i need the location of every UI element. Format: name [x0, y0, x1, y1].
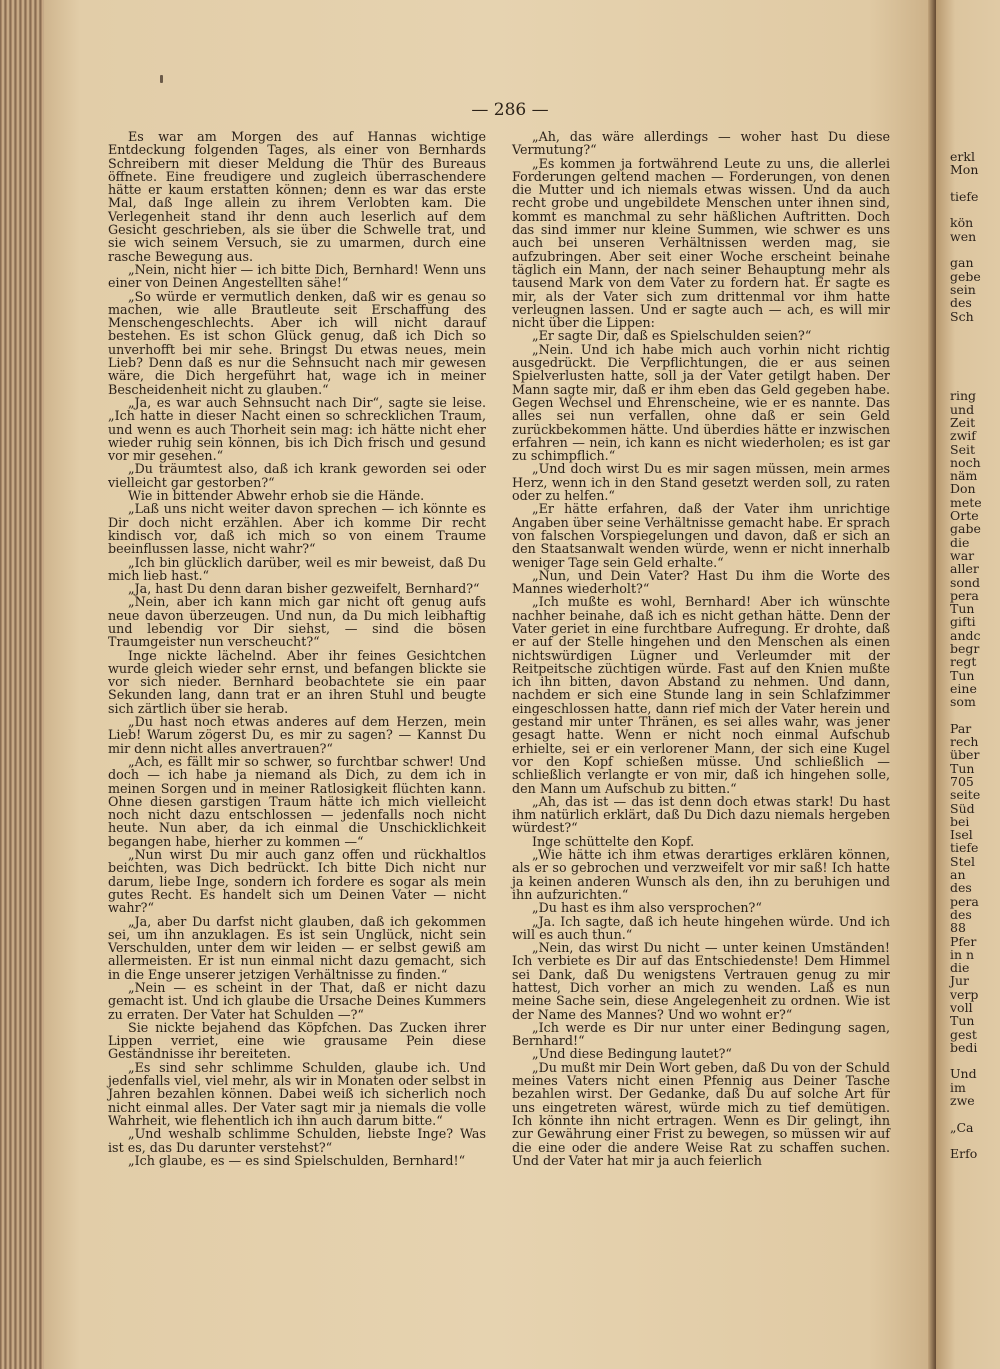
right-page-fragment: tiefe	[950, 188, 979, 204]
paragraph: „Laß uns nicht weiter davon sprechen — ich könnte es Dir doch nicht erzählen. Aber ich komme Dir recht kindisch vor, daß ich mich so von einem Traume beeinflussen lasse, nicht wahr?“	[108, 501, 486, 557]
right-page-fragment: erkl	[950, 149, 975, 164]
right-page-fragment	[950, 177, 1000, 190]
paragraph: „Nein, aber ich kann mich gar nicht oft genug aufs neue davon überzeugen. Und nun, da Du mich leibhaftig und lebendig vor Dir siehst, — sind die bösen Traumgeister nun verscheucht?“	[108, 594, 486, 650]
paragraph: „Und diese Bedingung lautet?“	[532, 1046, 732, 1062]
right-page-fragment: noch	[950, 454, 981, 470]
right-page-fragment: tiefe	[950, 840, 979, 856]
right-page-fragment: Isel	[950, 827, 973, 843]
right-page-fragment: regt	[950, 654, 977, 670]
right-page-fragment: Seit	[950, 441, 975, 457]
right-page-fragment: sond	[950, 574, 980, 590]
right-page-fragment: „Ca	[950, 1119, 974, 1135]
paragraph: „Du träumtest also, daß ich krank geworden sei oder vielleicht gar gestorben?“	[108, 461, 486, 490]
right-page-fragment: sein	[950, 281, 976, 297]
right-page-fragment: Tun	[950, 760, 975, 776]
paragraph: „Es kommen ja fortwährend Leute zu uns, die allerlei Forderungen geltend machen — Forderungen, von denen die Mutter und ich niemals etwas wissen. Und da auch recht grobe und ungebildete Menschen unter ihnen sind, kommt es manchmal zu sehr häßlichen Auftritten. Doch das sind immer nur kleine Summen, wie schwer es uns auch bei unseren Verhältnissen werden mag, sie aufzubringen. Aber seit einer Woche erscheint beinahe täglich ein Mann, der nach seiner Behauptung mehr als tausend Mark von dem Vater zu fordern hat. Er sagte es mir, als der Vater sich zum drittenmal vor ihm hatte verleugnen lassen. Und er sagte auch — ach, es will mir nicht über die Lippen:	[512, 155, 890, 331]
right-page-fragment: gabe	[950, 521, 981, 537]
right-page-fragment: Pfer	[950, 933, 977, 949]
paragraph: „Du mußt mir Dein Wort geben, daß Du von der Schuld meines Vaters nicht einen Pfennig aus Deiner Tasche bezahlen wirst. Der Gedanke, daß Du auf solche Art für uns eingetreten wärest, würde mich zu tief demütigen. Ich könnte ihn nicht ertragen. Wenn es Dir gelingt, ihn zur Gewährung einer Frist zu bewegen, so müssen wir auf die eine oder die andere Weise Rat zu schaffen suchen. Und der Vater hat mir ja auch feierlich	[512, 1059, 890, 1168]
right-page-fragment: Tun	[950, 1013, 975, 1029]
paragraph: „Wie hätte ich ihm etwas derartiges erklären können, als er so gebrochen und verzweifelt vor mir saß! Ich hatte ja keinen anderen Wunsch als den, ihn zu beruhigen und ihn aufzurichten.“	[512, 847, 890, 902]
paragraph: „Nein, das wirst Du nicht — unter keinen Umständen! Ich verbiete es Dir auf das Entschiedenste! Dem Himmel sei Dank, daß Du wenigstens Vertrauen genug zu mir hattest, Dich vorher an mich zu wenden. Laß es nun meine Sache sein, diese Angelegenheit zu ordnen. Wie ist der Name des Mannes? Und wo wohnt er?“	[512, 940, 890, 1022]
paragraph: „Ja, hast Du denn daran bisher gezweifelt, Bernhard?“	[128, 581, 480, 597]
right-page-fragment: des	[950, 906, 972, 922]
right-page-fragment: seite	[950, 787, 981, 803]
paragraph: „Ah, das ist — das ist denn doch etwas stark! Du hast ihm natürlich erklärt, daß Du Dich dazu niemals hergeben würdest?“	[512, 793, 890, 836]
right-page-fragment: aller	[950, 561, 979, 577]
paragraph: „Ich mußte es wohl, Bernhard! Aber ich wünschte nachher beinahe, daß ich es nicht gethan hätte. Denn der Vater geriet in eine furchtbare Aufregung. Er drohte, daß er auf der Stelle hingehen und den Menschen als einen nichtswürdigen Lügner und Verleumder mit der Reitpeitsche züchtigen würde. Fast auf den Knien mußte ich ihn bitten, davon Abstand zu nehmen. Und dann, nachdem er sich eine Stunde lang in sein Schlafzimmer eingeschlossen hatte, dann rief mich der Vater herein und gestand mir unter Thränen, es sei alles wahr, was jener gesagt hatte. Wenn er nicht noch einmal Aufschub erhielte, sei er ein verlorener Mann, der sich eine Kugel vor den Kopf schießen müsse. Und schließlich — schließlich verlangte er von mir, daß ich hingehen solle, den Mann um Aufschub zu bitten.“	[512, 594, 890, 796]
right-page-fragment	[950, 376, 1000, 389]
paragraph: Sie nickte bejahend das Köpfchen. Das Zucken ihrer Lippen verriet, eine wie grausame Pein diese Geständnisse ihr bereiteten.	[108, 1019, 486, 1062]
right-page-fragment: Sch	[950, 308, 974, 324]
right-page-fragment: in n	[950, 946, 975, 962]
paragraph: „Nein — es scheint in der That, daß er nicht dazu gemacht ist. Und ich glaube die Ursache Deines Kummers zu erraten. Der Vater hat Schulden —?“	[108, 980, 486, 1022]
paragraph: „Nein. Und ich habe mich auch vorhin nicht richtig ausgedrückt. Die Verpflichtungen, die er aus seinen Spielverlusten hatte, soll ja der Vater getilgt haben. Der Mann sagte mir, daß er ihm eben das Geld gegeben habe. Gegen Wechsel und Ehrenscheine, wie er es nannte. Das alles sei nun verfallen, ohne daß er sein Geld zurückbekommen hätte. Und überdies hätte er inzwischen erfahren — nein, ich kann es nicht wiederholen; es ist gar zu schimpflich.“	[512, 341, 890, 464]
right-page-fragment: an	[950, 867, 966, 883]
right-page-fragment	[950, 203, 1000, 216]
right-page-fragment: gest	[950, 1026, 977, 1042]
right-page-fragment: Süd	[950, 800, 975, 816]
right-page-fragment	[950, 336, 1000, 349]
right-page-fragment: die	[950, 534, 970, 550]
right-page-fragment: Jur	[950, 973, 970, 989]
right-page-fragment: rech	[950, 734, 979, 750]
right-page-fragment: zwif	[950, 428, 976, 444]
right-page-fragment: som	[950, 694, 976, 710]
book-page-edges	[0, 0, 50, 1369]
right-page-fragment	[950, 243, 1000, 256]
right-page-fragments	[950, 150, 1000, 1161]
right-page-fragment: bei	[950, 813, 970, 829]
paragraph: „Nun wirst Du mir auch ganz offen und rückhaltlos beichten, was Dich bedrückt. Ich bitte Dich nicht nur darum, liebe Inge, sondern ich fordere es sogar als mein gutes Recht. Es handelt sich um Deinen Vater — nicht wahr?“	[108, 847, 486, 916]
right-page-fragment: Mon	[950, 162, 979, 178]
right-page-fragment: wen	[950, 228, 977, 244]
paragraph: „Nun, und Dein Vater? Hast Du ihm die Worte des Mannes wiederholt?“	[512, 567, 890, 597]
page-number: — 286 —	[471, 100, 549, 120]
right-page-fragment: bedi	[950, 1039, 978, 1055]
paragraph: „Ich bin glücklich darüber, weil es mir beweist, daß Du mich lieb hast.“	[108, 554, 486, 583]
paragraph: Wie in bittender Abwehr erhob sie die Hände.	[128, 488, 425, 504]
paragraph: „Du hast noch etwas anderes auf dem Herzen, mein Lieb! Warum zögerst Du, es mir zu sagen? — Kannst Du mir denn nicht alles anvertrauen?“	[108, 714, 486, 756]
right-page-fragment: Und	[950, 1066, 977, 1082]
right-page-fragment	[950, 363, 1000, 376]
right-page-fragment: des	[950, 295, 972, 311]
right-page-fragment: mete	[950, 494, 982, 510]
right-page-fragment: 705	[950, 773, 974, 789]
right-page-fragment: im	[950, 1079, 966, 1095]
right-page-fragment: war	[950, 547, 975, 563]
paragraph: „Er sagte Dir, daß es Spielschulden seien?“	[532, 328, 812, 344]
right-page-fragment: über	[950, 747, 980, 763]
right-page-fragment: eine	[950, 680, 977, 696]
right-page-fragment: begr	[950, 640, 980, 656]
paragraph: „Und doch wirst Du es mir sagen müssen, mein armes Herz, wenn ich in den Stand gesetzt werden soll, zu raten oder zu helfen.“	[512, 461, 890, 504]
right-page-fragment: andc	[950, 627, 981, 643]
pencil-mark	[160, 75, 163, 83]
paragraph: „Ich werde es Dir nur unter einer Bedingung sagen, Bernhard!“	[512, 1019, 890, 1049]
text-column-right	[512, 130, 890, 1167]
right-page-fragment: ring	[950, 388, 977, 404]
right-page-fragment: kön	[950, 215, 974, 231]
right-page-fragment: des	[950, 880, 972, 896]
right-page-fragment: Don	[950, 481, 976, 497]
right-page-fragment	[950, 349, 1000, 362]
paragraph: „Ja. Ich sagte, daß ich heute hingehen würde. Und ich will es auch thun.“	[512, 913, 890, 942]
paragraph: „Ich glaube, es — es sind Spielschulden, Bernhard!“	[128, 1152, 466, 1168]
right-page-fragment: näm	[950, 468, 978, 484]
paragraph: „Und weshalb schlimme Schulden, liebste Inge? Was ist es, das Du darunter verstehst?“	[108, 1126, 486, 1155]
right-page-fragment: die	[950, 960, 970, 976]
right-page-fragment: Par	[950, 720, 972, 736]
right-page-fragment: gebe	[950, 268, 981, 284]
right-page-fragment	[950, 323, 1000, 336]
right-page-fragment	[950, 708, 1000, 721]
right-page-fragment: und	[950, 401, 975, 417]
paragraph: „Ah, das wäre allerdings — woher hast Du diese Vermutung?“	[512, 129, 890, 158]
paragraph: „Ja, aber Du darfst nicht glauben, daß ich gekommen sei, um ihn anzuklagen. Es ist sein Unglück, nicht sein Verschulden, unter dem wir leiden — er selbst gewiß am allermeisten. Er ist nun einmal nicht dazu gemacht, sich in die Enge unserer jetzigen Verhältnisse zu finden.“	[108, 913, 486, 982]
right-page-fragment: Stel	[950, 853, 975, 869]
paragraph: „Nein, nicht hier — ich bitte Dich, Bernhard! Wenn uns einer von Deinen Angestellten sähe!“	[108, 261, 486, 291]
right-page-fragment: Orte	[950, 508, 979, 524]
right-page-fragment: 88	[950, 920, 966, 936]
text-column-left	[108, 130, 486, 1167]
paragraph: „So würde er vermutlich denken, daß wir es genau so machen, wie alle Brautleute seit Erschaffung des Menschengeschlechts. Aber ich will nicht darauf bestehen. Es ist schon Glück genug, daß ich Dich so unverhofft bei mir sehe. Bringst Du etwas neues, mein Lieb? Denn daß es nur die Sehnsucht nach mir gewesen wäre, die Dich hergeführt hat, wage ich in meiner Bescheidenheit nicht zu glauben.“	[108, 288, 486, 397]
right-page-fragment	[950, 1134, 1000, 1147]
right-page-fragment: Tun	[950, 667, 975, 683]
right-page-edge	[936, 0, 1000, 1369]
right-page-fragment: voll	[950, 1000, 973, 1015]
paragraph: „Du hast es ihm also versprochen?“	[532, 900, 762, 916]
paragraph: Es war am Morgen des auf Hannas wichtige Entdeckung folgenden Tages, als einer von Bernhards Schreibern mit dieser Meldung die Thür des Bureaus öffnete. Eine freudigere und zugleich überraschendere hätte er kaum erstatten können; denn es war das erste Mal, daß Inge allein zu ihrem Verlobten kam. Die Verlegenheit stand ihr denn auch leserlich auf dem Gesicht geschrieben, als sie über die Schwelle trat, und sie wich seinem Versuch, sie zu umarmen, durch eine rasche Bewegung aus.	[108, 129, 486, 264]
right-page-fragment: pera	[950, 893, 979, 909]
right-page-fragment: Erfo	[950, 1146, 978, 1162]
right-page-fragment	[950, 1107, 1000, 1120]
right-page-fragment: gifti	[950, 614, 976, 630]
paragraph: „Er hätte erfahren, daß der Vater ihm unrichtige Angaben über seine Verhältnisse gemacht habe. Er sprach von falschen Vorspiegelungen und davon, daß er sich an den Staatsanwalt wenden würde, wenn er nicht innerhalb weniger Tage sein Geld erhalte.“	[512, 501, 890, 570]
paragraph: Inge nickte lächelnd. Aber ihr feines Gesichtchen wurde gleich wieder sehr ernst, und befangen blickte sie vor sich nieder. Bernhard beobachtete sie ein paar Sekunden lang, dann trat er an ihren Stuhl und beugte sich zärtlich über sie herab.	[108, 647, 486, 716]
right-page-fragment: zwe	[950, 1093, 975, 1109]
paragraph: Inge schüttelte den Kopf.	[532, 833, 695, 849]
right-page-fragment: Zeit	[950, 414, 976, 430]
right-page-fragment	[950, 1054, 1000, 1067]
paragraph: „Ja, es war auch Sehnsucht nach Dir“, sagte sie leise. „Ich hatte in dieser Nacht einen so schrecklichen Traum, und wenn es auch Thorheit sein mag: ich hätte nicht eher wieder ruhig sein können, bis ich Dich frisch und gesund vor mir gesehen.“	[108, 394, 486, 464]
right-page-fragment: gan	[950, 255, 974, 271]
right-page-fragment: Tun	[950, 601, 975, 617]
paragraph: „Ach, es fällt mir so schwer, so furchtbar schwer! Und doch — ich habe ja niemand als Dich, zu dem ich in meinen Sorgen und in meiner Ratlosigkeit flüchten kann. Ohne diesen garstigen Traum hätte ich mich vielleicht noch nicht dazu entschlossen — jedenfalls noch nicht heute. Nun aber, da ich einmal die Unschicklichkeit begangen habe, hierher zu kommen —“	[108, 753, 486, 849]
right-page-fragment: pera	[950, 587, 979, 603]
paragraph: „Es sind sehr schlimme Schulden, glaube ich. Und jedenfalls viel, viel mehr, als wir in Monaten oder selbst in Jahren bezahlen können. Dabei weiß ich sicherlich noch nicht einmal alles. Der Vater sagt mir ja niemals die volle Wahrheit, wie flehentlich ich ihn auch darum bitte.“	[108, 1059, 486, 1128]
right-page-fragment: verp	[950, 986, 979, 1002]
